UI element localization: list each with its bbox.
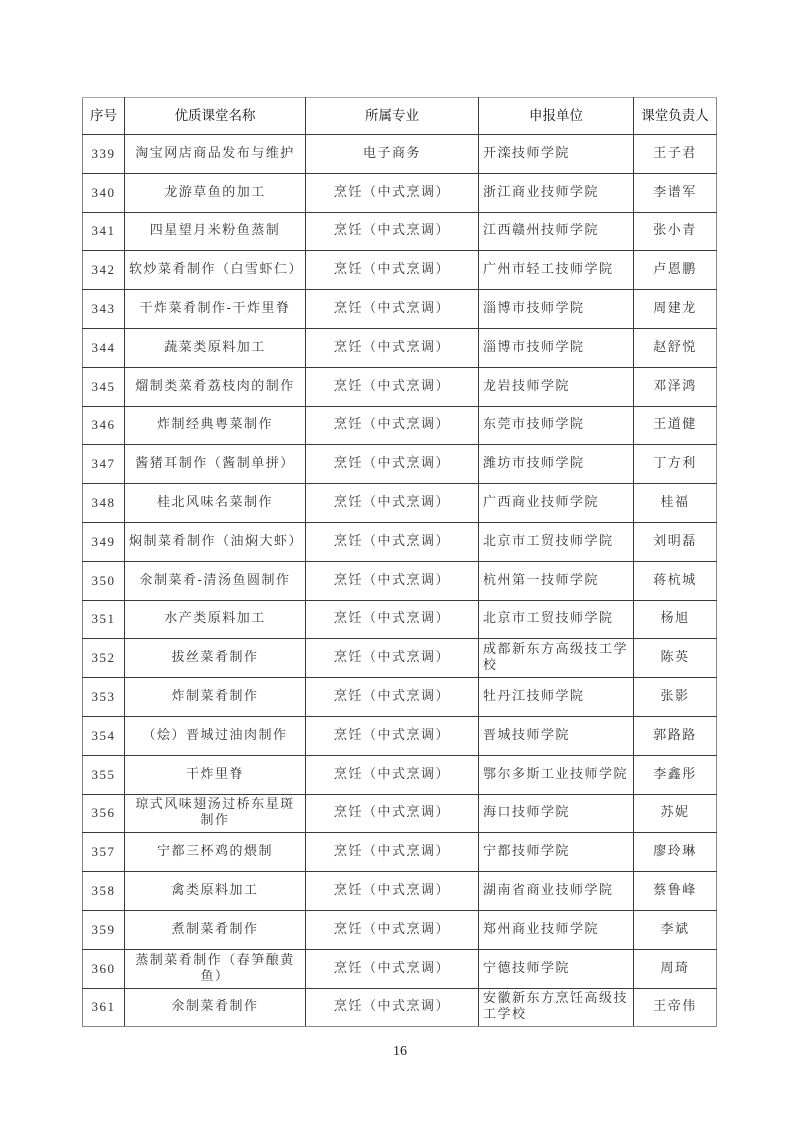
person-in-charge-cell: 李鑫彤 [634, 755, 717, 794]
course-name-cell: 琼式风味翅汤过桥东星斑制作 [125, 794, 306, 833]
reporting-unit-cell: 北京市工贸技师学院 [479, 522, 634, 561]
reporting-unit-cell: 郑州商业技师学院 [479, 910, 634, 949]
person-in-charge-cell: 王子君 [634, 135, 717, 174]
person-in-charge-cell: 周琦 [634, 949, 717, 988]
person-in-charge-cell: 王帝伟 [634, 988, 717, 1027]
row-number-cell: 350 [83, 561, 125, 600]
course-name-cell: 龙游草鱼的加工 [125, 173, 306, 212]
course-name-cell: 煮制菜肴制作 [125, 910, 306, 949]
reporting-unit-cell: 淄博市技师学院 [479, 328, 634, 367]
reporting-unit-cell: 成都新东方高级技工学校 [479, 639, 634, 678]
row-number-cell: 358 [83, 872, 125, 911]
table-row [83, 251, 717, 290]
person-in-charge-cell: 廖玲琳 [634, 833, 717, 872]
person-in-charge-cell: 陈英 [634, 639, 717, 678]
page-number: 16 [393, 1044, 407, 1059]
reporting-unit-cell: 宁德技师学院 [479, 949, 634, 988]
table-row [83, 600, 717, 639]
reporting-unit-cell: 潍坊市技师学院 [479, 445, 634, 484]
major-cell: 烹饪（中式烹调） [306, 755, 479, 794]
person-in-charge-cell: 苏妮 [634, 794, 717, 833]
course-name-cell: 氽制菜肴-清汤鱼圆制作 [125, 561, 306, 600]
major-cell: 烹饪（中式烹调） [306, 328, 479, 367]
major-cell: 烹饪（中式烹调） [306, 212, 479, 251]
table-row [83, 639, 717, 678]
major-cell: 烹饪（中式烹调） [306, 173, 479, 212]
row-number-cell: 354 [83, 716, 125, 755]
row-number-cell: 352 [83, 639, 125, 678]
major-cell: 烹饪（中式烹调） [306, 716, 479, 755]
reporting-unit-cell: 晋城技师学院 [479, 716, 634, 755]
table-row [83, 949, 717, 988]
table-row [83, 910, 717, 949]
major-cell: 烹饪（中式烹调） [306, 678, 479, 717]
reporting-unit-cell: 安徽新东方烹饪高级技工学校 [479, 988, 634, 1027]
row-number-cell: 361 [83, 988, 125, 1027]
header-major: 所属专业 [306, 98, 479, 135]
reporting-unit-cell: 牡丹江技师学院 [479, 678, 634, 717]
row-number-cell: 351 [83, 600, 125, 639]
row-number-cell: 340 [83, 173, 125, 212]
reporting-unit-cell: 开滦技师学院 [479, 135, 634, 174]
major-cell: 烹饪（中式烹调） [306, 988, 479, 1027]
person-in-charge-cell: 李斌 [634, 910, 717, 949]
major-cell: 烹饪（中式烹调） [306, 406, 479, 445]
person-in-charge-cell: 蒋杭城 [634, 561, 717, 600]
row-number-cell: 346 [83, 406, 125, 445]
row-number-cell: 357 [83, 833, 125, 872]
row-number-cell: 342 [83, 251, 125, 290]
major-cell: 烹饪（中式烹调） [306, 833, 479, 872]
table-row [83, 833, 717, 872]
row-number-cell: 347 [83, 445, 125, 484]
course-name-cell: 宁都三杯鸡的煨制 [125, 833, 306, 872]
row-number-cell: 345 [83, 367, 125, 406]
table-row [83, 328, 717, 367]
person-in-charge-cell: 卢恩鹏 [634, 251, 717, 290]
person-in-charge-cell: 李谱军 [634, 173, 717, 212]
major-cell: 烹饪（中式烹调） [306, 600, 479, 639]
reporting-unit-cell: 广州市轻工技师学院 [479, 251, 634, 290]
reporting-unit-cell: 鄂尔多斯工业技师学院 [479, 755, 634, 794]
row-number-cell: 360 [83, 949, 125, 988]
person-in-charge-cell: 张小青 [634, 212, 717, 251]
person-in-charge-cell: 王道健 [634, 406, 717, 445]
row-number-cell: 359 [83, 910, 125, 949]
table-row [83, 794, 717, 833]
table-row [83, 367, 717, 406]
course-name-cell: 炸制菜肴制作 [125, 678, 306, 717]
row-number-cell: 344 [83, 328, 125, 367]
course-table [82, 97, 717, 1027]
course-name-cell: （烩）晋城过油肉制作 [125, 716, 306, 755]
major-cell: 烹饪（中式烹调） [306, 794, 479, 833]
course-name-cell: 蔬菜类原料加工 [125, 328, 306, 367]
course-name-cell: 蒸制菜肴制作（春笋酿黄鱼） [125, 949, 306, 988]
person-in-charge-cell: 丁方利 [634, 445, 717, 484]
header-person: 课堂负责人 [634, 98, 717, 135]
table-body [83, 135, 717, 1027]
row-number-cell: 349 [83, 522, 125, 561]
major-cell: 电子商务 [306, 135, 479, 174]
row-number-cell: 348 [83, 484, 125, 523]
course-name-cell: 氽制菜肴制作 [125, 988, 306, 1027]
course-name-cell: 拔丝菜肴制作 [125, 639, 306, 678]
header-unit: 申报单位 [479, 98, 634, 135]
table-row [83, 212, 717, 251]
table-row [83, 290, 717, 329]
row-number-cell: 339 [83, 135, 125, 174]
reporting-unit-cell: 杭州第一技师学院 [479, 561, 634, 600]
person-in-charge-cell: 周建龙 [634, 290, 717, 329]
person-in-charge-cell: 刘明磊 [634, 522, 717, 561]
course-name-cell: 干炸菜肴制作-干炸里脊 [125, 290, 306, 329]
table-row [83, 872, 717, 911]
table-row [83, 135, 717, 174]
course-name-cell: 四星望月米粉鱼蒸制 [125, 212, 306, 251]
major-cell: 烹饪（中式烹调） [306, 949, 479, 988]
major-cell: 烹饪（中式烹调） [306, 910, 479, 949]
course-name-cell: 软炒菜肴制作（白雪虾仁） [125, 251, 306, 290]
table-row [83, 173, 717, 212]
course-name-cell: 禽类原料加工 [125, 872, 306, 911]
major-cell: 烹饪（中式烹调） [306, 290, 479, 329]
major-cell: 烹饪（中式烹调） [306, 484, 479, 523]
reporting-unit-cell: 浙江商业技师学院 [479, 173, 634, 212]
row-number-cell: 356 [83, 794, 125, 833]
reporting-unit-cell: 北京市工贸技师学院 [479, 600, 634, 639]
course-name-cell: 干炸里脊 [125, 755, 306, 794]
table-row [83, 755, 717, 794]
course-name-cell: 炸制经典粤菜制作 [125, 406, 306, 445]
table-row [83, 445, 717, 484]
reporting-unit-cell: 淄博市技师学院 [479, 290, 634, 329]
major-cell: 烹饪（中式烹调） [306, 445, 479, 484]
header-number: 序号 [83, 98, 125, 135]
reporting-unit-cell: 龙岩技师学院 [479, 367, 634, 406]
course-name-cell: 水产类原料加工 [125, 600, 306, 639]
table-header-row [83, 98, 717, 135]
person-in-charge-cell: 杨旭 [634, 600, 717, 639]
person-in-charge-cell: 张影 [634, 678, 717, 717]
major-cell: 烹饪（中式烹调） [306, 639, 479, 678]
row-number-cell: 341 [83, 212, 125, 251]
person-in-charge-cell: 郭路路 [634, 716, 717, 755]
reporting-unit-cell: 海口技师学院 [479, 794, 634, 833]
reporting-unit-cell: 宁都技师学院 [479, 833, 634, 872]
course-name-cell: 焖制菜肴制作（油焖大虾） [125, 522, 306, 561]
person-in-charge-cell: 赵舒悦 [634, 328, 717, 367]
major-cell: 烹饪（中式烹调） [306, 367, 479, 406]
course-name-cell: 熘制类菜肴荔枝肉的制作 [125, 367, 306, 406]
table-row [83, 484, 717, 523]
row-number-cell: 355 [83, 755, 125, 794]
major-cell: 烹饪（中式烹调） [306, 522, 479, 561]
header-course-name: 优质课堂名称 [125, 98, 306, 135]
table-row [83, 561, 717, 600]
table-row [83, 988, 717, 1027]
reporting-unit-cell: 东莞市技师学院 [479, 406, 634, 445]
table-row [83, 716, 717, 755]
table-row [83, 406, 717, 445]
course-name-cell: 酱猪耳制作（酱制单拼） [125, 445, 306, 484]
course-name-cell: 桂北风味名菜制作 [125, 484, 306, 523]
reporting-unit-cell: 江西赣州技师学院 [479, 212, 634, 251]
row-number-cell: 343 [83, 290, 125, 329]
row-number-cell: 353 [83, 678, 125, 717]
major-cell: 烹饪（中式烹调） [306, 251, 479, 290]
table-row [83, 522, 717, 561]
major-cell: 烹饪（中式烹调） [306, 872, 479, 911]
person-in-charge-cell: 桂福 [634, 484, 717, 523]
course-name-cell: 淘宝网店商品发布与维护 [125, 135, 306, 174]
table-row [83, 678, 717, 717]
person-in-charge-cell: 邓泽鸿 [634, 367, 717, 406]
reporting-unit-cell: 广西商业技师学院 [479, 484, 634, 523]
major-cell: 烹饪（中式烹调） [306, 561, 479, 600]
reporting-unit-cell: 湖南省商业技师学院 [479, 872, 634, 911]
person-in-charge-cell: 蔡鲁峰 [634, 872, 717, 911]
